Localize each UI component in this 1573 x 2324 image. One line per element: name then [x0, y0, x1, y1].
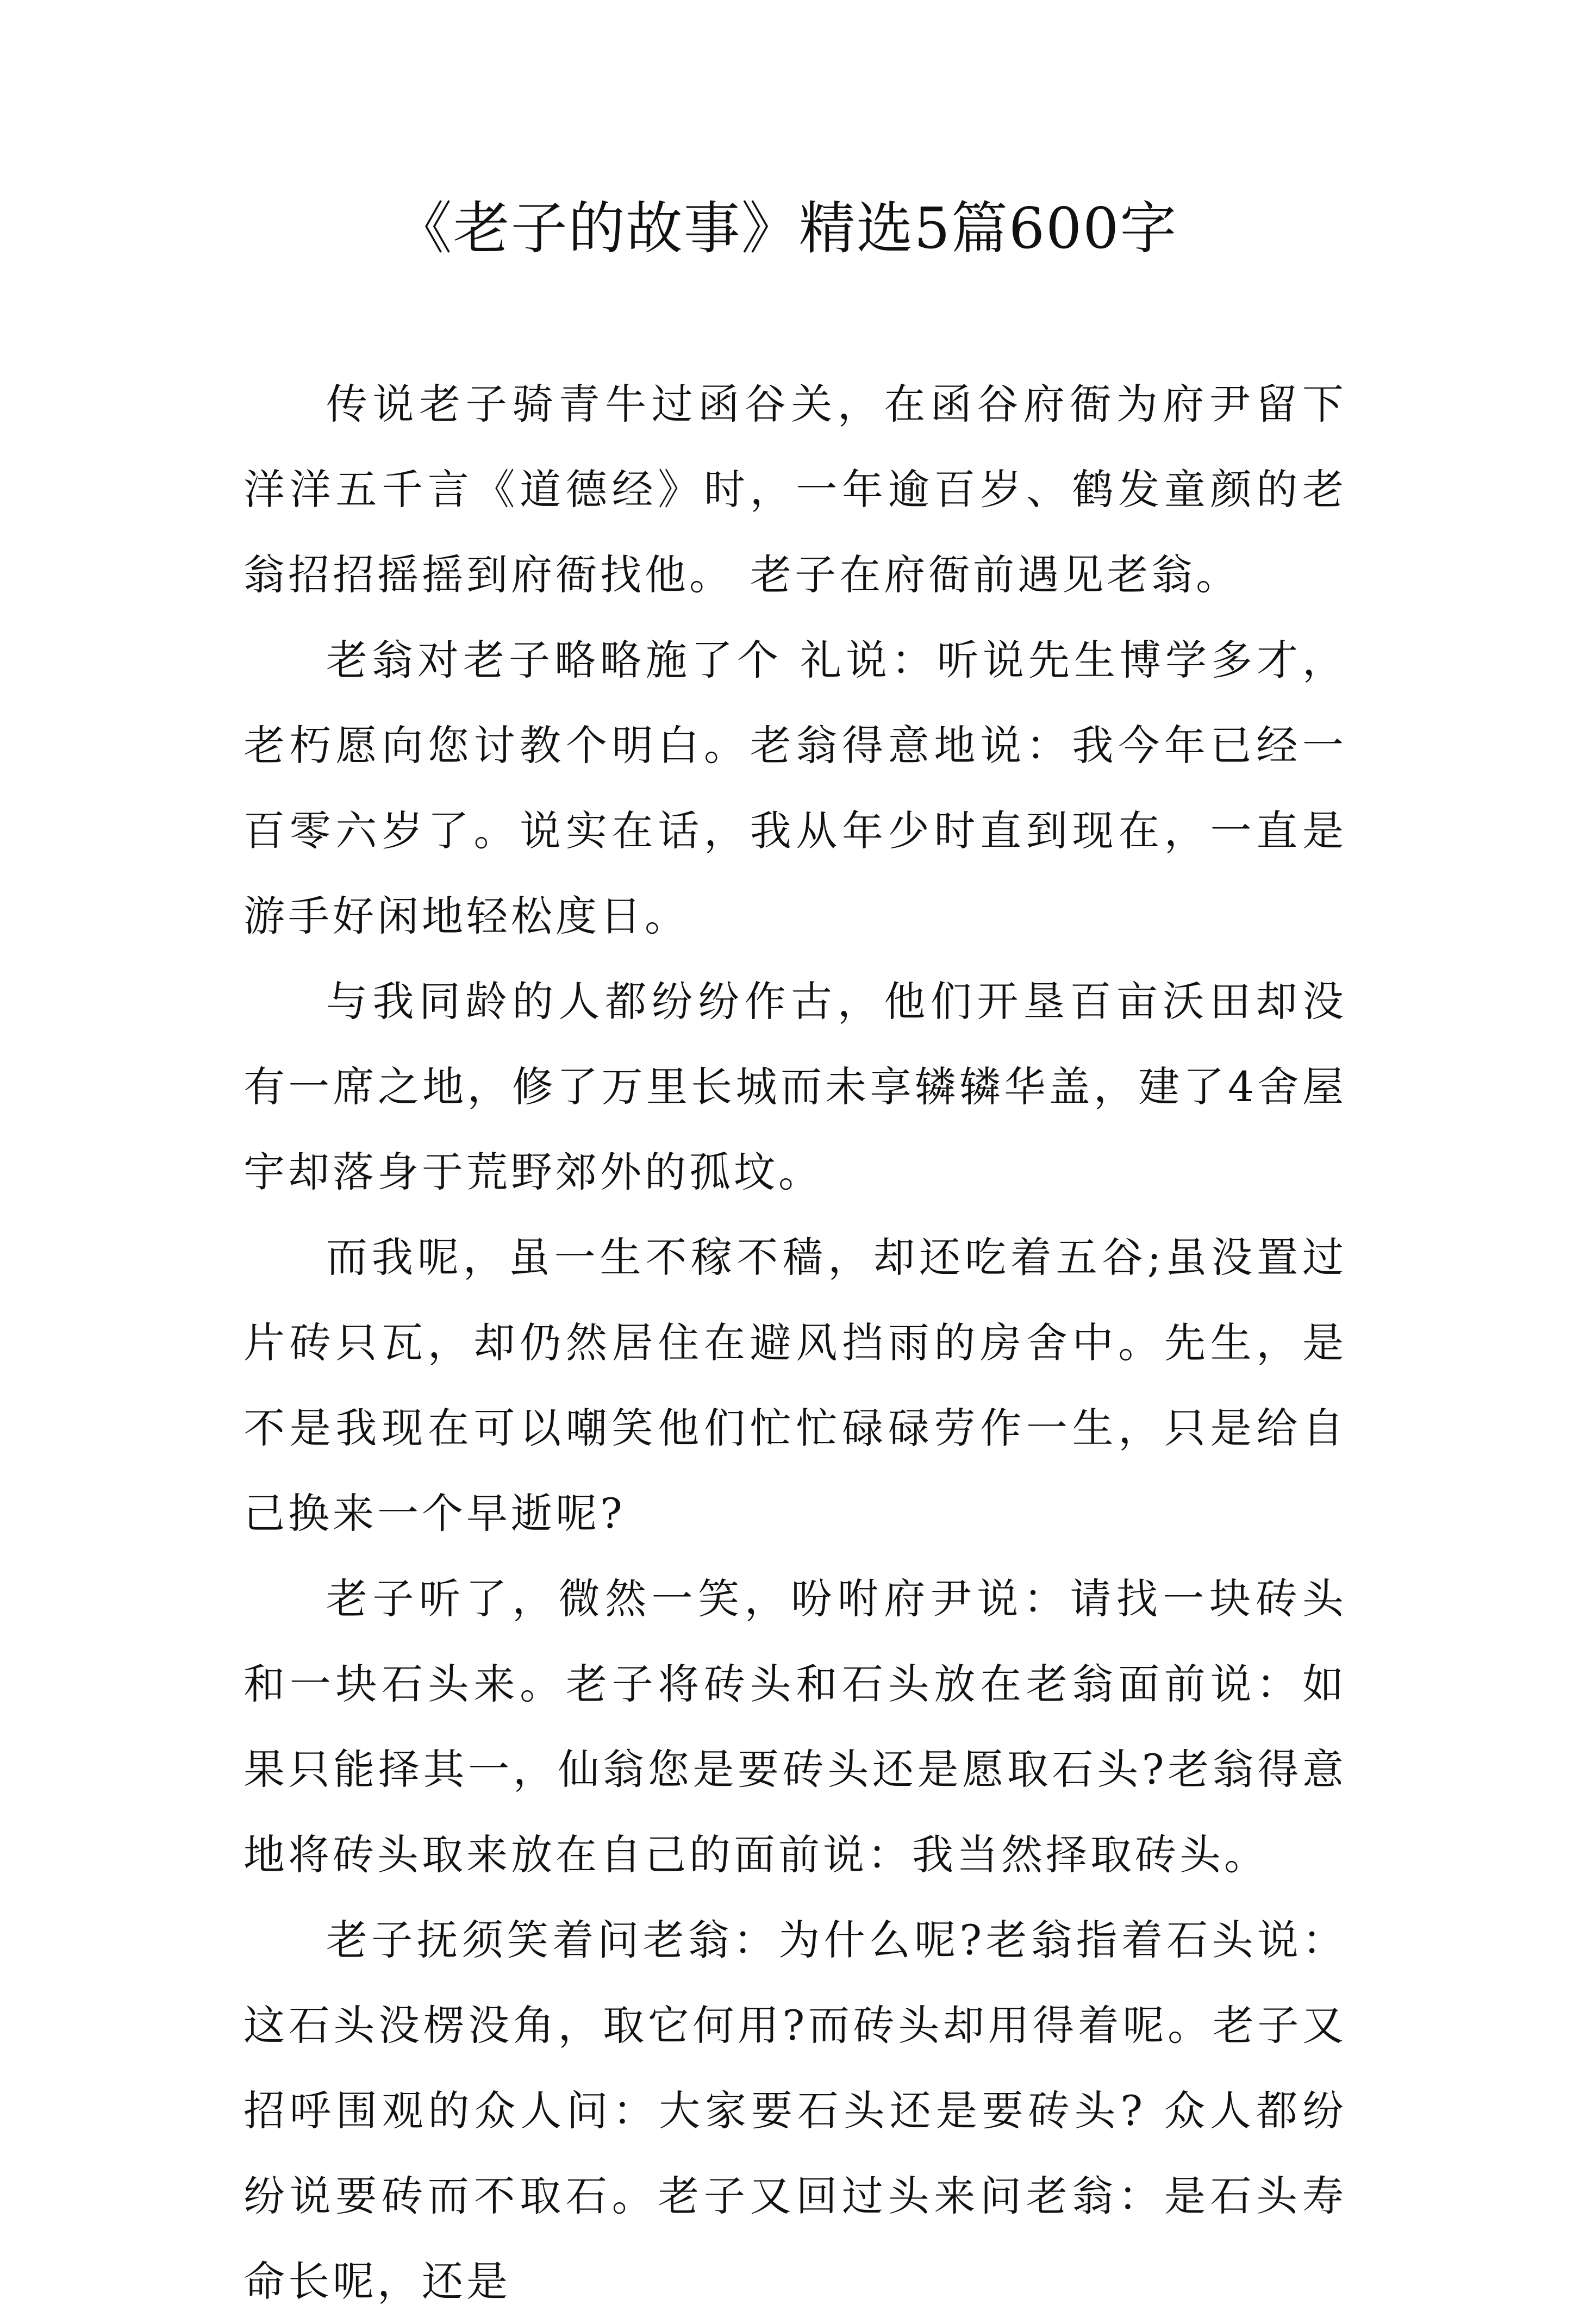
- paragraph: 与我同龄的人都纷纷作古，他们开垦百亩沃田却没有一席之地，修了万里长城而未享辚辚华盖，建了4舍屋宇却落身于荒野郊外的孤坟。: [244, 977, 1347, 1196]
- paragraph: 老子抚须笑着问老翁：为什么呢?老翁指着石头说：这石头没楞没角，取它何用?而砖头却用得着呢。老子又招呼围观的众人问：大家要石头还是要砖头? 众人都纷纷说要砖而不取石。老子又回过头来问老翁：是石头寿命长呢，还是: [244, 1916, 1347, 2306]
- paragraph: 传说老子骑青牛过函谷关，在函谷府衙为府尹留下洋洋五千言《道德经》时，一年逾百岁、鹤发童颜的老翁招招摇摇到府衙找他。 老子在府衙前遇见老翁。: [244, 380, 1347, 599]
- document-body: [244, 361, 1347, 2324]
- paragraph: 老翁对老子略略施了个 礼说：听说先生博学多才，老朽愿向您讨教个明白。老翁得意地说：我今年已经一百零六岁了。说实在话，我从年少时直到现在，一直是游手好闲地轻松度日。: [244, 636, 1347, 940]
- paragraph: 老子听了，微然一笑，吩咐府尹说：请找一块砖头和一块石头来。老子将砖头和石头放在老翁面前说：如果只能择其一，仙翁您是要砖头还是愿取石头?老翁得意地将砖头取来放在自己的面前说：我当然择取砖头。: [244, 1575, 1347, 1879]
- document-title: 《老子的故事》精选5篇600字: [395, 195, 1178, 261]
- paragraph: 而我呢，虽一生不稼不穑，却还吃着五谷;虽没置过片砖只瓦，却仍然居住在避风挡雨的房舍中。先生，是不是我现在可以嘲笑他们忙忙碌碌劳作一生，只是给自己换来一个早逝呢?: [244, 1233, 1347, 1538]
